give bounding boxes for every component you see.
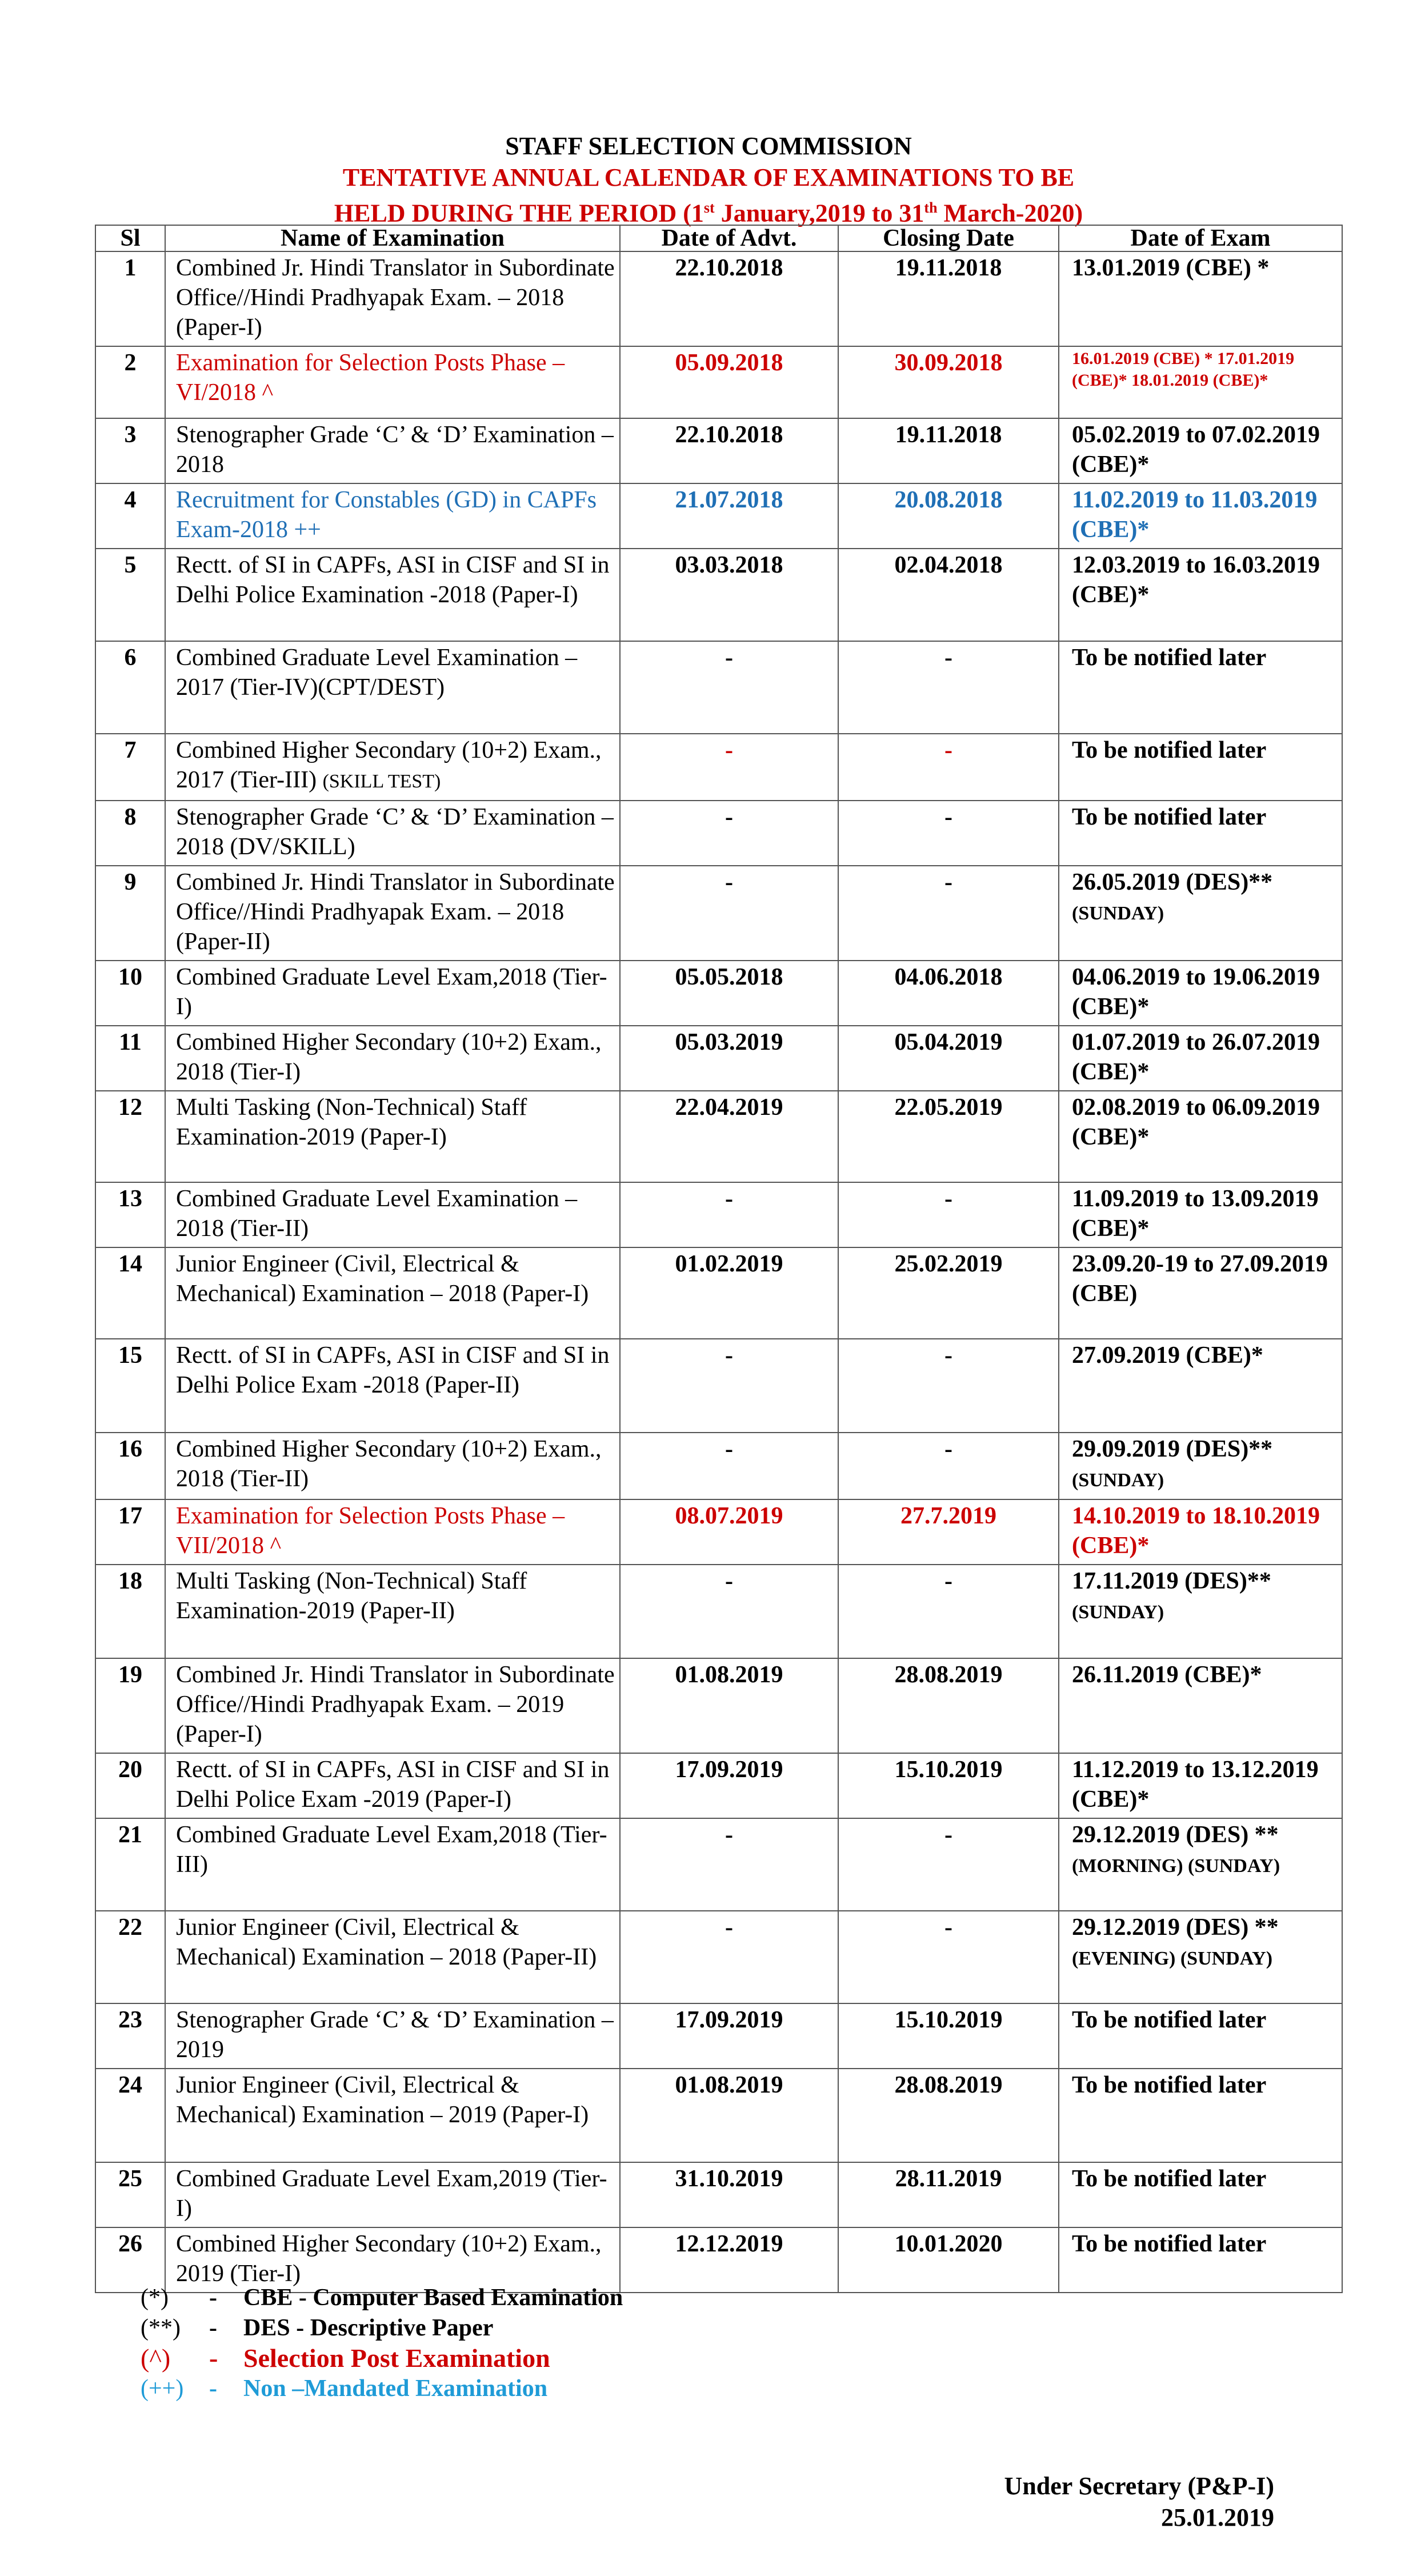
exam-date-note: (SUNDAY) (1072, 1602, 1164, 1623)
table-row (95, 1499, 1342, 1565)
row-sl: 6 (95, 641, 165, 734)
legend-item (141, 2283, 623, 2313)
row-sl: 5 (95, 549, 165, 641)
table-row (95, 1818, 1342, 1911)
row-advt-date: - (620, 1565, 838, 1658)
row-advt-date: 17.09.2019 (620, 1753, 838, 1818)
table-row (95, 549, 1342, 641)
row-exam-date (1059, 1818, 1342, 1911)
row-exam-date (1059, 1753, 1342, 1818)
row-advt-date: 01.02.2019 (620, 1247, 838, 1339)
table-row (95, 961, 1342, 1026)
header-exam-date: Date of Exam (1059, 225, 1342, 251)
row-exam-name (165, 801, 620, 866)
exam-name-text: Combined Higher Secondary (10+2) Exam., 2017 (Tier-III) (176, 737, 602, 793)
table-row (95, 418, 1342, 483)
row-exam-name (165, 1499, 620, 1565)
row-closing-date: 30.09.2018 (838, 346, 1059, 418)
row-exam-name (165, 1433, 620, 1499)
row-closing-date: - (838, 1818, 1059, 1911)
row-exam-date (1059, 1091, 1342, 1182)
row-advt-date: 22.04.2019 (620, 1091, 838, 1182)
row-advt-date: 05.03.2019 (620, 1026, 838, 1091)
row-closing-date: 19.11.2018 (838, 418, 1059, 483)
row-sl: 25 (95, 2162, 165, 2227)
exam-name-text: Stenographer Grade ‘C’ & ‘D’ Examination – 2019 (176, 2007, 614, 2063)
table-row (95, 2162, 1342, 2227)
exam-name-text: Stenographer Grade ‘C’ & ‘D’ Examination – 2018 (DV/SKILL) (176, 804, 614, 860)
legend-item (141, 2343, 550, 2373)
row-exam-date (1059, 1658, 1342, 1753)
table-row (95, 1753, 1342, 1818)
row-advt-date: - (620, 1182, 838, 1247)
row-exam-date (1059, 1433, 1342, 1499)
row-exam-date (1059, 961, 1342, 1026)
exam-name-text: Junior Engineer (Civil, Electrical & Mechanical) Examination – 2018 (Paper-I) (176, 1251, 589, 1307)
row-sl: 18 (95, 1565, 165, 1658)
table-row (95, 251, 1342, 346)
exam-name-text: Rectt. of SI in CAPFs, ASI in CISF and SI in Delhi Police Examination -2018 (Paper-I) (176, 552, 610, 608)
row-sl: 19 (95, 1658, 165, 1753)
exam-date-text: 29.12.2019 (DES) ** (1072, 1822, 1279, 1848)
exam-date-text: To be notified later (1072, 2007, 1267, 2033)
row-sl: 17 (95, 1499, 165, 1565)
table-row (95, 866, 1342, 961)
exam-date-text: 11.09.2019 to 13.09.2019 (CBE)* (1072, 1186, 1319, 1242)
row-exam-name (165, 2003, 620, 2069)
header-advt: Date of Advt. (620, 225, 838, 251)
exam-name-text: Combined Higher Secondary (10+2) Exam., 2018 (Tier-I) (176, 1029, 602, 1085)
row-sl: 14 (95, 1247, 165, 1339)
exam-name-text: Combined Jr. Hindi Translator in Subordinate Office//Hindi Pradhyapak Exam. – 2018 (Paper-I) (176, 255, 615, 341)
row-exam-name (165, 1247, 620, 1339)
row-advt-date: 22.10.2018 (620, 418, 838, 483)
row-exam-date (1059, 1247, 1342, 1339)
exam-date-text: To be notified later (1072, 2072, 1267, 2098)
row-closing-date: - (838, 1565, 1059, 1658)
row-exam-name (165, 1565, 620, 1658)
row-exam-name (165, 1182, 620, 1247)
row-sl: 4 (95, 483, 165, 549)
exam-date-note: (MORNING) (SUNDAY) (1072, 1855, 1280, 1877)
row-advt-date: - (620, 1818, 838, 1911)
row-exam-name (165, 483, 620, 549)
row-closing-date: 04.06.2018 (838, 961, 1059, 1026)
row-advt-date: 05.05.2018 (620, 961, 838, 1026)
exam-date-text: To be notified later (1072, 2231, 1267, 2257)
legend-symbol: (**) (141, 2315, 181, 2341)
legend-symbol: (*) (141, 2285, 169, 2311)
row-exam-date (1059, 251, 1342, 346)
exam-date-text: 12.03.2019 to 16.03.2019 (CBE)* (1072, 552, 1320, 608)
exam-name-text: Rectt. of SI in CAPFs, ASI in CISF and SI in Delhi Police Exam -2018 (Paper-II) (176, 1342, 610, 1398)
row-sl: 15 (95, 1339, 165, 1433)
row-sl: 24 (95, 2069, 165, 2162)
row-exam-name (165, 346, 620, 418)
row-exam-date (1059, 2069, 1342, 2162)
row-exam-name (165, 641, 620, 734)
row-advt-date: - (620, 801, 838, 866)
exam-date-text: 27.09.2019 (CBE)* (1072, 1342, 1263, 1369)
exam-name-text: Recruitment for Constables (GD) in CAPFs Exam-2018 ++ (176, 487, 597, 543)
row-closing-date: 28.08.2019 (838, 2069, 1059, 2162)
row-exam-date (1059, 734, 1342, 801)
row-exam-name (165, 1753, 620, 1818)
row-advt-date: 08.07.2019 (620, 1499, 838, 1565)
exam-name-text: Combined Graduate Level Exam,2018 (Tier-I) (176, 964, 607, 1020)
row-sl: 3 (95, 418, 165, 483)
exam-date-text: 04.06.2019 to 19.06.2019 (CBE)* (1072, 964, 1320, 1020)
exam-date-text: 05.02.2019 to 07.02.2019 (CBE)* (1072, 422, 1320, 478)
exam-name-text: Combined Jr. Hindi Translator in Subordinate Office//Hindi Pradhyapak Exam. – 2018 (Paper-II) (176, 869, 615, 955)
row-closing-date: - (838, 1339, 1059, 1433)
exam-name-text: Combined Higher Secondary (10+2) Exam., 2019 (Tier-I) (176, 2231, 602, 2287)
exam-date-text: To be notified later (1072, 2166, 1267, 2192)
exam-name-text: Multi Tasking (Non-Technical) Staff Examination-2019 (Paper-II) (176, 1568, 527, 1624)
table-row (95, 1658, 1342, 1753)
row-closing-date: - (838, 1911, 1059, 2003)
row-advt-date: 05.09.2018 (620, 346, 838, 418)
row-sl: 23 (95, 2003, 165, 2069)
exam-date-note: (EVENING) (SUNDAY) (1072, 1948, 1273, 1969)
exam-date-text: To be notified later (1072, 804, 1267, 830)
row-closing-date: 15.10.2019 (838, 1753, 1059, 1818)
row-advt-date: 03.03.2018 (620, 549, 838, 641)
signature-designation: Under Secretary (P&P-I) (1004, 2472, 1274, 2500)
row-sl: 11 (95, 1026, 165, 1091)
table-row (95, 2003, 1342, 2069)
exam-date-text: 11.12.2019 to 13.12.2019 (CBE)* (1072, 1757, 1319, 1813)
row-exam-date (1059, 2162, 1342, 2227)
row-exam-name (165, 549, 620, 641)
exam-date-text: 29.09.2019 (DES)** (1072, 1436, 1273, 1462)
row-exam-name (165, 2069, 620, 2162)
exam-date-text: 14.10.2019 to 18.10.2019 (CBE)* (1072, 1503, 1320, 1559)
exam-date-note: (SUNDAY) (1072, 903, 1164, 924)
row-advt-date: 12.12.2019 (620, 2227, 838, 2293)
exam-name-text: Multi Tasking (Non-Technical) Staff Examination-2019 (Paper-I) (176, 1094, 527, 1150)
legend-dash: - (209, 2343, 218, 2373)
row-sl: 1 (95, 251, 165, 346)
exam-name-text: Rectt. of SI in CAPFs, ASI in CISF and SI in Delhi Police Exam -2019 (Paper-I) (176, 1757, 610, 1813)
row-advt-date: - (620, 1911, 838, 2003)
row-exam-date (1059, 2003, 1342, 2069)
row-advt-date: 31.10.2019 (620, 2162, 838, 2227)
row-closing-date: - (838, 801, 1059, 866)
row-exam-date (1059, 346, 1342, 418)
row-exam-name (165, 1026, 620, 1091)
row-advt-date: 01.08.2019 (620, 1658, 838, 1753)
row-sl: 22 (95, 1911, 165, 2003)
legend-item (141, 2313, 493, 2343)
row-closing-date: 10.01.2020 (838, 2227, 1059, 2293)
row-sl: 9 (95, 866, 165, 961)
row-exam-name (165, 734, 620, 801)
row-exam-name (165, 1091, 620, 1182)
row-exam-date (1059, 418, 1342, 483)
row-exam-date (1059, 1565, 1342, 1658)
exam-date-text: 01.07.2019 to 26.07.2019 (CBE)* (1072, 1029, 1320, 1085)
row-exam-date (1059, 866, 1342, 961)
row-advt-date: - (620, 1433, 838, 1499)
row-exam-date (1059, 483, 1342, 549)
doc-subtitle-line2: HELD DURING THE PERIOD (1st January,2019 to 31th March-2020) (334, 199, 1083, 227)
row-exam-name (165, 1658, 620, 1753)
row-exam-date (1059, 1339, 1342, 1433)
row-closing-date: - (838, 734, 1059, 801)
row-closing-date: 19.11.2018 (838, 251, 1059, 346)
exam-date-text: To be notified later (1072, 645, 1267, 671)
table-row (95, 2069, 1342, 2162)
row-sl: 13 (95, 1182, 165, 1247)
row-exam-date (1059, 1182, 1342, 1247)
exam-date-text: 02.08.2019 to 06.09.2019 (CBE)* (1072, 1094, 1320, 1150)
header-sl: Sl (95, 225, 165, 251)
row-closing-date: - (838, 1433, 1059, 1499)
exam-date-text: 29.12.2019 (DES) ** (1072, 1914, 1279, 1941)
table-row (95, 1565, 1342, 1658)
exam-name-text: Combined Higher Secondary (10+2) Exam., 2018 (Tier-II) (176, 1436, 602, 1492)
legend-symbol: (^) (141, 2343, 171, 2373)
row-advt-date: - (620, 641, 838, 734)
row-closing-date: 05.04.2019 (838, 1026, 1059, 1091)
exam-name-text: Combined Graduate Level Exam,2019 (Tier-I) (176, 2166, 607, 2222)
row-closing-date: 15.10.2019 (838, 2003, 1059, 2069)
doc-title: STAFF SELECTION COMMISSION (505, 132, 912, 160)
legend-text: CBE - Computer Based Examination (243, 2285, 623, 2311)
exam-date-text: 23.09.20-19 to 27.09.2019 (CBE) (1072, 1251, 1328, 1307)
row-sl: 16 (95, 1433, 165, 1499)
row-exam-name (165, 1339, 620, 1433)
table-row (95, 641, 1342, 734)
row-sl: 12 (95, 1091, 165, 1182)
doc-subtitle-line1: TENTATIVE ANNUAL CALENDAR OF EXAMINATIONS TO BE (342, 163, 1075, 191)
row-closing-date: 25.02.2019 (838, 1247, 1059, 1339)
legend-dash: - (209, 2375, 217, 2402)
exam-name-text: Stenographer Grade ‘C’ & ‘D’ Examination – 2018 (176, 422, 614, 478)
exam-name-note: (SKILL TEST) (322, 771, 441, 792)
legend-text: Non –Mandated Examination (243, 2375, 548, 2402)
exam-name-text: Junior Engineer (Civil, Electrical & Mechanical) Examination – 2019 (Paper-I) (176, 2072, 589, 2128)
exam-date-text: 17.11.2019 (DES)** (1072, 1568, 1271, 1594)
exam-name-text: Junior Engineer (Civil, Electrical & Mechanical) Examination – 2018 (Paper-II) (176, 1914, 597, 1970)
row-sl: 7 (95, 734, 165, 801)
row-closing-date: 28.11.2019 (838, 2162, 1059, 2227)
row-exam-name (165, 1818, 620, 1911)
legend-text: DES - Descriptive Paper (243, 2315, 494, 2341)
row-sl: 21 (95, 1818, 165, 1911)
table-row (95, 1026, 1342, 1091)
table-header-row (95, 225, 1342, 251)
legend-dash: - (209, 2315, 217, 2341)
row-advt-date: 01.08.2019 (620, 2069, 838, 2162)
exam-date-text: 26.05.2019 (DES)** (1072, 869, 1273, 895)
table-row (95, 801, 1342, 866)
table-row (95, 734, 1342, 801)
row-exam-date (1059, 549, 1342, 641)
exam-name-text: Combined Graduate Level Examination – 2018 (Tier-II) (176, 1186, 578, 1242)
row-exam-date (1059, 2227, 1342, 2293)
table-row (95, 346, 1342, 418)
legend-item (141, 2374, 547, 2403)
row-exam-date (1059, 801, 1342, 866)
row-exam-name (165, 418, 620, 483)
row-closing-date: 27.7.2019 (838, 1499, 1059, 1565)
row-closing-date: 28.08.2019 (838, 1658, 1059, 1753)
row-exam-name (165, 866, 620, 961)
row-advt-date: - (620, 1339, 838, 1433)
row-closing-date: - (838, 1182, 1059, 1247)
row-closing-date: - (838, 641, 1059, 734)
row-sl: 8 (95, 801, 165, 866)
row-exam-date (1059, 1911, 1342, 2003)
row-closing-date: - (838, 866, 1059, 961)
exam-date-text: 11.02.2019 to 11.03.2019 (CBE)* (1072, 487, 1318, 543)
row-advt-date: 17.09.2019 (620, 2003, 838, 2069)
row-exam-name (165, 961, 620, 1026)
row-advt-date: 22.10.2018 (620, 251, 838, 346)
row-exam-name (165, 2162, 620, 2227)
exam-date-text: 26.11.2019 (CBE)* (1072, 1662, 1262, 1688)
row-closing-date: 22.05.2019 (838, 1091, 1059, 1182)
signature-date: 25.01.2019 (1161, 2503, 1274, 2531)
row-closing-date: 02.04.2018 (838, 549, 1059, 641)
header-name: Name of Examination (165, 225, 620, 251)
exam-name-text: Examination for Selection Posts Phase – VII/2018 ^ (176, 1503, 565, 1559)
row-closing-date: 20.08.2018 (838, 483, 1059, 549)
legend-text: Selection Post Examination (243, 2343, 550, 2373)
exam-calendar-table (95, 225, 1342, 2293)
header-closing: Closing Date (838, 225, 1059, 251)
row-exam-name (165, 1911, 620, 2003)
table-row (95, 1091, 1342, 1182)
table-row (95, 1911, 1342, 2003)
exam-date-text: 16.01.2019 (CBE) * 17.01.2019 (CBE)* 18.01.2019 (CBE)* (1072, 349, 1295, 390)
row-sl: 20 (95, 1753, 165, 1818)
table-row (95, 483, 1342, 549)
row-advt-date: - (620, 734, 838, 801)
table-row (95, 1247, 1342, 1339)
table-row (95, 1182, 1342, 1247)
exam-date-note: (SUNDAY) (1072, 1470, 1164, 1491)
row-advt-date: 21.07.2018 (620, 483, 838, 549)
row-exam-date (1059, 1499, 1342, 1565)
exam-name-text: Examination for Selection Posts Phase – VI/2018 ^ (176, 350, 565, 406)
row-advt-date: - (620, 866, 838, 961)
exam-date-text: To be notified later (1072, 737, 1267, 763)
row-exam-date (1059, 1026, 1342, 1091)
table-row (95, 1433, 1342, 1499)
legend-symbol: (++) (141, 2375, 184, 2402)
exam-name-text: Combined Graduate Level Examination – 2017 (Tier-IV)(CPT/DEST) (176, 645, 578, 701)
row-sl: 26 (95, 2227, 165, 2293)
exam-name-text: Combined Jr. Hindi Translator in Subordinate Office//Hindi Pradhyapak Exam. – 2019 (Paper-I) (176, 1662, 615, 1747)
row-sl: 2 (95, 346, 165, 418)
table-row (95, 1339, 1342, 1433)
row-exam-date (1059, 641, 1342, 734)
exam-date-text: 13.01.2019 (CBE) * (1072, 255, 1270, 281)
exam-name-text: Combined Graduate Level Exam,2018 (Tier-III) (176, 1822, 607, 1878)
row-exam-name (165, 251, 620, 346)
row-sl: 10 (95, 961, 165, 1026)
legend-dash: - (209, 2285, 217, 2311)
